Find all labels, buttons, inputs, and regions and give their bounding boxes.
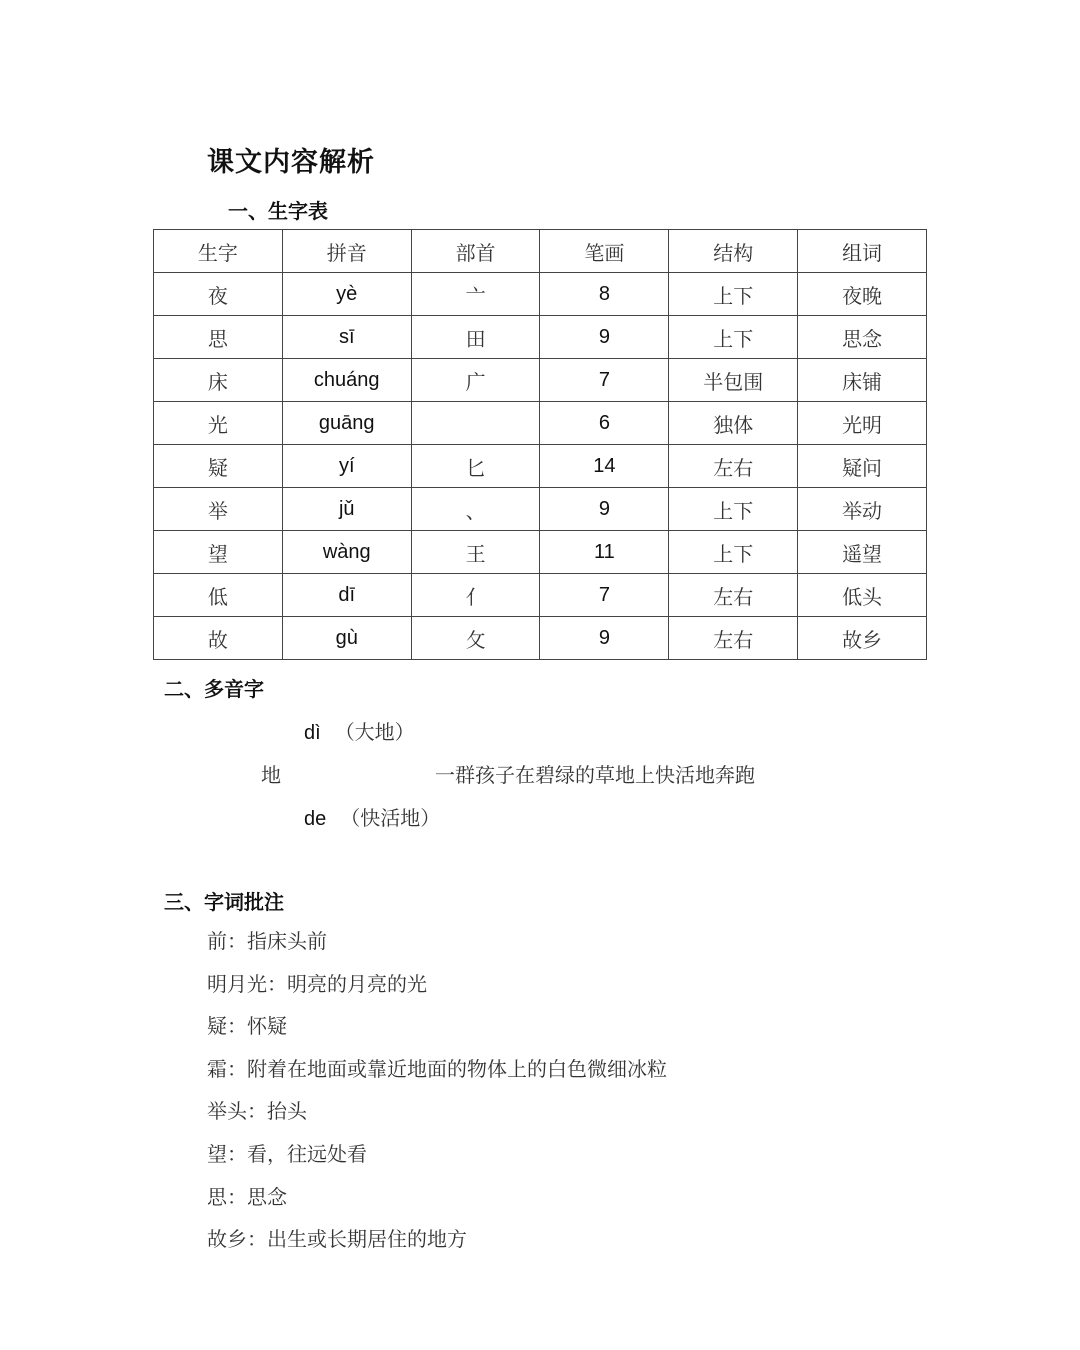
cell-radical: 王 (411, 531, 540, 574)
cell-structure: 左右 (669, 617, 798, 660)
cell-strokes: 7 (540, 574, 669, 617)
cell-strokes: 8 (540, 273, 669, 316)
table-row (154, 445, 927, 488)
table-row (154, 617, 927, 660)
annotation-item: 疑：怀疑 (207, 1014, 287, 1039)
cell-strokes: 9 (540, 488, 669, 531)
cell-radical: 广 (411, 359, 540, 402)
cell-radical: 亠 (411, 273, 540, 316)
annotation-item: 明月光：明亮的月亮的光 (207, 971, 427, 996)
table-header-row (154, 230, 927, 273)
cell-word: 遥望 (798, 531, 927, 574)
cell-word: 光明 (798, 402, 927, 445)
cell-strokes: 6 (540, 402, 669, 445)
page-title: 课文内容解析 (207, 147, 375, 178)
cell-word: 床铺 (798, 359, 927, 402)
cell-structure: 独体 (669, 402, 798, 445)
cell-structure: 上下 (669, 531, 798, 574)
cell-strokes: 14 (540, 445, 669, 488)
section-heading-annotations: 三、字词批注 (164, 890, 284, 914)
cell-word: 低头 (798, 574, 927, 617)
table-row (154, 273, 927, 316)
cell-char: 故 (154, 617, 283, 660)
cell-strokes: 9 (540, 617, 669, 660)
cell-radical (411, 402, 540, 445)
cell-structure: 左右 (669, 445, 798, 488)
cell-structure: 上下 (669, 273, 798, 316)
cell-word: 举动 (798, 488, 927, 531)
example-sentence: 一群孩子在碧绿的草地上快活地奔跑 (435, 763, 755, 787)
cell-radical: 攵 (411, 617, 540, 660)
cell-pinyin: dī (282, 574, 411, 617)
annotation-item: 思：思念 (207, 1184, 287, 1209)
cell-radical: 田 (411, 316, 540, 359)
example-word: （大地） (334, 720, 415, 744)
cell-strokes: 11 (540, 531, 669, 574)
cell-strokes: 7 (540, 359, 669, 402)
cell-word: 夜晚 (798, 273, 927, 316)
cell-word: 思念 (798, 316, 927, 359)
annotation-item: 前：指床头前 (207, 929, 327, 953)
column-header: 笔画 (540, 230, 669, 273)
column-header: 结构 (669, 230, 798, 273)
table-row (154, 574, 927, 617)
cell-char: 床 (154, 359, 283, 402)
cell-structure: 上下 (669, 316, 798, 359)
cell-radical: 匕 (411, 445, 540, 488)
cell-radical: 、 (411, 488, 540, 531)
cell-radical: 亻 (411, 574, 540, 617)
annotation-item: 望：看，往远处看 (207, 1141, 367, 1166)
cell-char: 夜 (154, 273, 283, 316)
cell-pinyin: yí (282, 445, 411, 488)
cell-char: 望 (154, 531, 283, 574)
column-header: 部首 (411, 230, 540, 273)
cell-pinyin: gù (282, 617, 411, 660)
table-row (154, 531, 927, 574)
pinyin: de (304, 808, 327, 830)
cell-char: 光 (154, 402, 283, 445)
cell-pinyin: yè (282, 273, 411, 316)
polyphonic-char: 地 (261, 763, 281, 787)
cell-structure: 半包围 (669, 359, 798, 402)
polyphonic-reading-1 (304, 716, 415, 745)
character-table (153, 229, 927, 660)
cell-char: 疑 (154, 445, 283, 488)
polyphonic-reading-2 (304, 802, 440, 831)
example-word: （快活地） (340, 806, 441, 830)
cell-char: 低 (154, 574, 283, 617)
annotation-item: 举头：抬头 (207, 1099, 307, 1124)
cell-pinyin: chuáng (282, 359, 411, 402)
cell-pinyin: jǔ (282, 488, 411, 531)
column-header: 生字 (154, 230, 283, 273)
cell-word: 故乡 (798, 617, 927, 660)
section-heading-character-table: 一、生字表 (228, 199, 328, 223)
cell-pinyin: guāng (282, 402, 411, 445)
column-header: 拼音 (282, 230, 411, 273)
section-heading-polyphonic: 二、多音字 (164, 677, 264, 701)
annotation-item: 故乡：出生或长期居住的地方 (207, 1227, 467, 1252)
annotation-item: 霜：附着在地面或靠近地面的物体上的白色微细冰粒 (207, 1056, 667, 1081)
cell-strokes: 9 (540, 316, 669, 359)
table-row (154, 316, 927, 359)
table-row (154, 402, 927, 445)
column-header: 组词 (798, 230, 927, 273)
cell-word: 疑问 (798, 445, 927, 488)
cell-structure: 左右 (669, 574, 798, 617)
cell-char: 举 (154, 488, 283, 531)
table-row (154, 359, 927, 402)
table-row (154, 488, 927, 531)
annotation-list (207, 928, 667, 1269)
cell-char: 思 (154, 316, 283, 359)
cell-structure: 上下 (669, 488, 798, 531)
cell-pinyin: wàng (282, 531, 411, 574)
pinyin: dì (304, 722, 321, 744)
cell-pinyin: sī (282, 316, 411, 359)
